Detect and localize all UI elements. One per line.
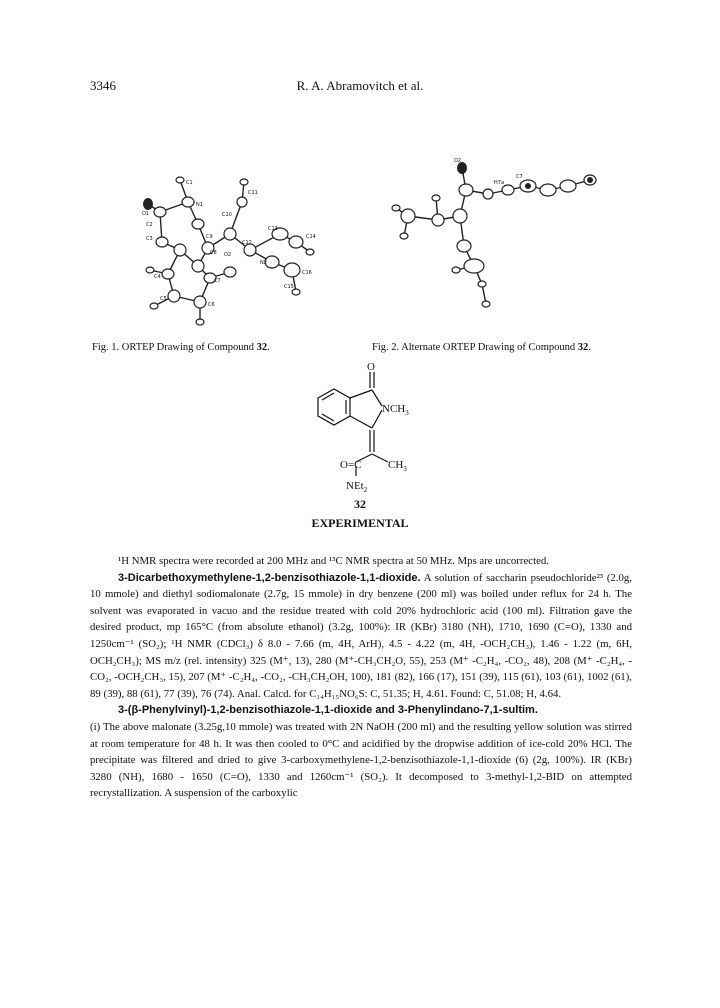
- experimental-body: [90, 553, 632, 802]
- figure-1-ortep-drawing: [120, 142, 350, 332]
- paragraph-nmr: ¹H NMR spectra were recorded at 200 MHz and ¹³C NMR spectra at 50 MHz. Mps are uncorrected.: [118, 555, 549, 567]
- paragraph-body: A solution of saccharin pseudochloride²³ (2.0g, 10 mmole) and diethyl sodiomalonate (2.7g, 15 mmole) in dry benzene (200 ml) was boiled under reflux for 24 h. The solvent was evaporated in vacuo and the residue treated with cold 20% hydrochloric acid (100 ml). Filtration gave the desired product, mp 165°C (from absolute ethanol) (3.2g, 100%): IR (KBr) 3180 (NH), 1710, 1690 (C=O), 1330 and 1250cm⁻¹ (SO₂); ¹H NMR (CDCl₃) δ 8.0 - 7.66 (m, 4H, ArH), 4.5 - 4.22 (m, 4H, -OCH₂CH₃), 1.46 - 1.22 (m, 6H, OCH₂CH₃); MS m/z (rel. intensity) 325 (M⁺, 13), 280 (M⁺-CH₃CH₂O, 55), 253 (M⁺ -C₂H₄, -CO₂, 48), 208 (M⁺ -C₂H₄, -CO₂, -OCH₂CH₃, 15), 207 (M⁺ -C₂H₄, -CO₂, -CH₃CH₂OH, 100), 181 (82), 166 (17), 151 (39), 115 (61), 103 (61), 1002 (61), 89 (39), 88 (61), 77 (39), 76 (74). Anal. Calcd. for C₁₄H₁₅NO₆S: C, 51.35; H, 4.61. Found: C, 51.08; H, 4.64.: [90, 571, 633, 700]
- paragraph-title: 3-(β-Phenylvinyl)-1,2-benzisothiazole-1,1-dioxide and 3-Phenylindano-7,1-sultim.: [118, 704, 538, 717]
- atom-label: C9: [206, 234, 213, 240]
- subscript: 2: [363, 486, 368, 494]
- atom-label: O2: [224, 252, 232, 258]
- structure-32: [300, 358, 430, 503]
- caption-compound: 32: [577, 342, 589, 353]
- page-number: 3346: [90, 78, 116, 93]
- atom-label: N2: [260, 260, 267, 266]
- figure-2-caption: [372, 342, 591, 353]
- subscript: 3: [405, 409, 409, 417]
- atom-label: C14: [306, 234, 316, 240]
- atom-label: N1: [196, 202, 203, 208]
- paragraph-title: 3-Dicarbethoxymethylene-1,2-benzisothiazole-1,1-dioxide.: [118, 571, 421, 584]
- atom-label: C10: [222, 212, 232, 218]
- atom-label: C7: [516, 174, 523, 180]
- paragraph-dicarbethoxy: [90, 570, 632, 703]
- caption-period: .: [267, 342, 270, 353]
- running-title: R. A. Abramovitch et al.: [296, 78, 424, 93]
- section-heading: EXPERIMENTAL: [311, 516, 409, 530]
- figure-1-caption: [92, 342, 270, 353]
- atom-NEt2: [346, 480, 368, 494]
- atom-NEt: NEt: [346, 480, 364, 492]
- atom-CH3: [388, 459, 407, 473]
- atom-label: C13: [268, 226, 278, 232]
- atom-NCH3: [382, 403, 409, 417]
- atom-label: C15: [284, 284, 294, 290]
- atom-label: C12: [242, 240, 252, 246]
- atom-label: C1: [186, 180, 193, 186]
- atom-label: O1: [142, 211, 150, 217]
- compound-number: 32: [354, 497, 366, 511]
- atom-label: C4: [154, 274, 161, 280]
- caption-period: .: [588, 342, 591, 353]
- atom-OC: O=C: [340, 459, 362, 471]
- caption-text: Fig. 2. Alternate ORTEP Drawing of Compound: [372, 342, 578, 353]
- atom-NCH: NCH: [382, 403, 406, 415]
- atom-label: O2: [454, 158, 462, 164]
- atom-label: C3: [146, 236, 153, 242]
- atom-label: H7a: [494, 180, 505, 186]
- figure-2-ortep-drawing: [378, 150, 628, 330]
- atom-label: C16: [302, 270, 312, 276]
- atom-label: C11: [248, 190, 258, 196]
- paragraph-phenylvinyl-title: [90, 702, 632, 719]
- atom-label: C5: [160, 296, 167, 302]
- atom-label: C8: [210, 250, 217, 256]
- paragraph-phenylvinyl-body: (i) The above malonate (3.25g,10 mmole) was treated with 2N NaOH (200 ml) and the resulting yellow solution was stirred at room temperature for 48 h. It was then cooled to 0°C and acidified by the dropwise addition of ice-cold 20% HCl. The precipitate was filtered and dried to give 3-carboxymethylene-1,2-benzisothiazole-1,1-dioxide (6) (2g, 100%). IR (KBr) 3280 (NH), 1680 - 1650 (C=O), 1330 and 1260cm⁻¹ (SO₂). It decomposed to 3-methyl-1,2-BID on attempted recrystallization. A suspension of the carboxylic: [90, 720, 632, 800]
- caption-compound: 32: [256, 342, 268, 353]
- atom-CH: CH: [388, 459, 404, 471]
- atom-label: C7: [214, 278, 221, 284]
- caption-text: Fig. 1. ORTEP Drawing of Compound: [92, 342, 257, 353]
- atom-label: C6: [208, 302, 215, 308]
- atom-O: O: [367, 361, 375, 373]
- atom-label: C2: [146, 222, 153, 228]
- subscript: 3: [403, 465, 407, 473]
